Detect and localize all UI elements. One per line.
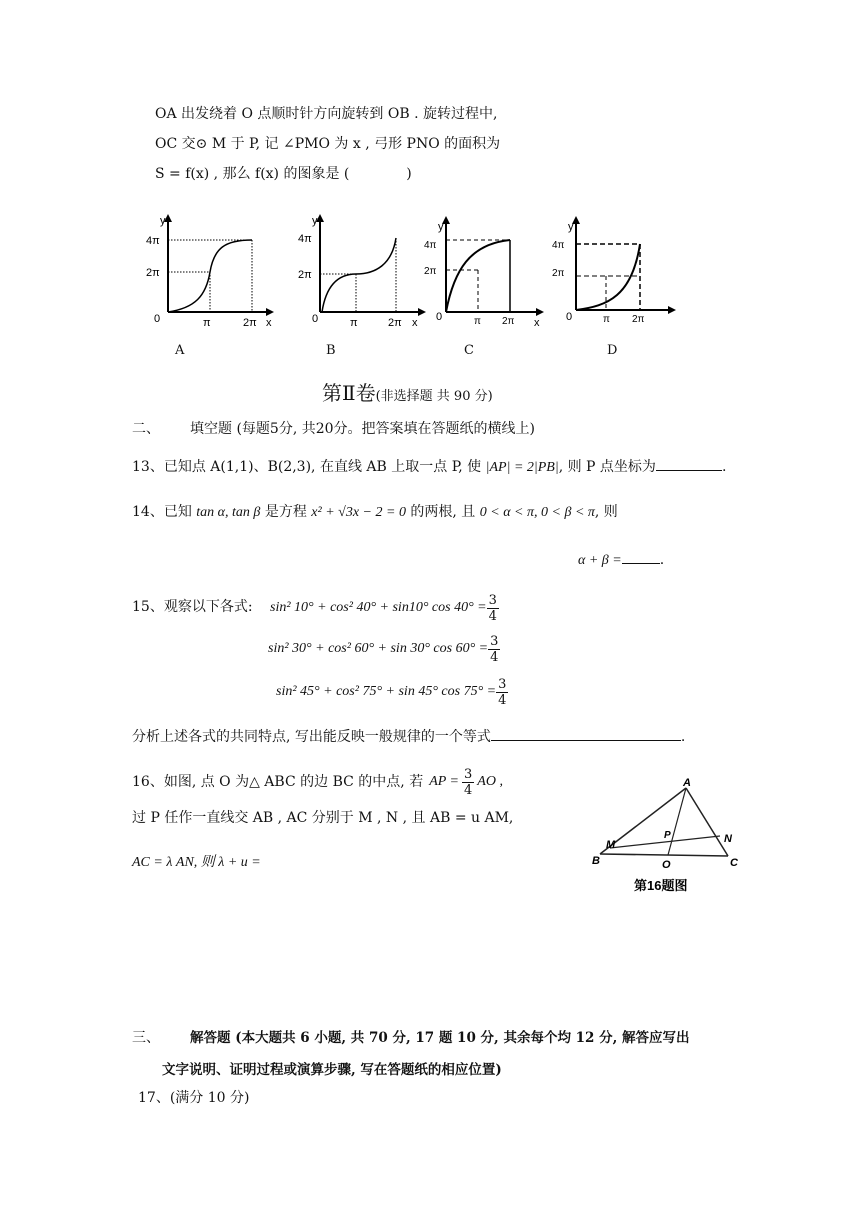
part2-title: [322, 377, 493, 406]
graph-b-pi: π: [350, 317, 358, 329]
part2-subtitle: (非选择题 共 90 分): [375, 389, 493, 404]
graph-d: [548, 212, 683, 334]
q16-point-o: O: [662, 859, 671, 871]
graph-d-y: y: [568, 221, 574, 233]
graph-c-x: x: [534, 317, 540, 329]
q15-eq2-num: 3: [490, 633, 499, 649]
q16-figure: [588, 776, 758, 904]
question-14: [132, 502, 618, 523]
graph-c-2pi-x: 2π: [502, 316, 515, 327]
q16-point-p: P: [664, 830, 671, 841]
intro-line-3-close: ): [406, 166, 412, 182]
intro-line-1: OA 出发绕着 O 点顺时针方向旋转到 OB . 旋转过程中,: [155, 106, 498, 122]
q15-eq1: sin² 10° + cos² 40° + sin10° cos 40° =: [270, 600, 487, 615]
q13-text-a: 13、已知点 A(1,1)、B(2,3), 在直线 AB 上取一点 P, 使: [132, 459, 482, 475]
graph-d-pi: π: [603, 314, 610, 325]
q16-frac-den: 4: [464, 782, 473, 798]
q14-text-b: 是方程: [264, 504, 307, 520]
q14-math1: tan α, tan β: [196, 505, 261, 520]
graph-a-4pi: 4π: [146, 235, 160, 247]
q16-line1-a: 16、如图, 点 O 为△ ABC 的边 BC 的中点, 若: [132, 774, 424, 790]
graph-a: [140, 212, 280, 334]
graph-label-c: C: [464, 343, 474, 358]
q16-point-m: M: [606, 839, 616, 851]
q14-text-c: 的两根, 且: [410, 504, 476, 520]
q16-line1-b: AP =: [429, 774, 460, 789]
q15-eq1-den: 4: [488, 608, 497, 624]
q15-eq2: sin² 30° + cos² 60° + sin 30° cos 60° =: [268, 641, 489, 656]
graph-label-d: D: [607, 343, 618, 358]
graph-b: [292, 212, 432, 334]
q15-equation-3: [276, 674, 508, 710]
graph-a-pi: π: [203, 317, 211, 329]
graph-a-2pi-x: 2π: [243, 317, 257, 329]
q16-line1-c: AO ,: [477, 774, 503, 789]
part2-title-text: 第Ⅱ卷: [322, 381, 376, 405]
graph-b-4pi: 4π: [298, 233, 312, 245]
graph-b-2pi: 2π: [298, 269, 312, 281]
graph-b-y: y: [312, 215, 318, 227]
graph-b-2pi-x: 2π: [388, 317, 402, 329]
intro-line-3: [155, 164, 412, 184]
q14-math3: 0 < α < π, 0 < β < π: [479, 505, 595, 520]
section3-heading: 解答题 (本大题共 6 小题, 共 70 分, 17 题 10 分, 其余每个均 12 分, 解答应写出: [190, 1030, 690, 1046]
q15-eq2-fraction: [488, 634, 500, 665]
q15-end: .: [680, 729, 686, 745]
q14-end: .: [659, 552, 665, 568]
graph-d-4pi: 4π: [552, 240, 565, 251]
q13-end: .: [721, 459, 727, 475]
q13-text-b: , 则 P 点坐标为: [558, 459, 656, 475]
q15-analysis: 分析上述各式的共同特点, 写出能反映一般规律的一个等式: [132, 729, 491, 745]
graph-d-2pi-x: 2π: [632, 314, 645, 325]
q13-answer-blank: [656, 456, 722, 471]
graph-d-2pi: 2π: [552, 268, 565, 279]
section2-number: 二、: [132, 421, 160, 437]
q14-text-d: , 则: [594, 504, 618, 520]
graph-c-pi: π: [474, 316, 481, 327]
q15-equation-1: [270, 590, 499, 626]
graph-c-origin: 0: [436, 311, 443, 323]
graph-label-a: A: [175, 343, 185, 358]
section3-heading-2: 文字说明、证明过程或演算步骤, 写在答题纸的相应位置): [162, 1062, 502, 1078]
graph-c: [420, 212, 555, 334]
section2-heading: 填空题 (每题5分, 共20分。把答案填在答题纸的横线上): [190, 421, 535, 437]
question-16-line3: [132, 852, 261, 873]
q15-analysis-line: [132, 726, 685, 747]
q16-line2: 过 P 任作一直线交 AB , AC 分别于 M , N , 且 AB = u AM,: [132, 810, 514, 826]
q15-eq3-num: 3: [498, 676, 507, 692]
graph-d-origin: 0: [566, 311, 573, 323]
q14-text-a: 14、已知: [132, 504, 192, 520]
question-14-line2: [578, 549, 664, 571]
q13-math: |AP| = 2|PB|: [485, 460, 559, 475]
q16-line3: AC = λ AN, 则 λ + u =: [132, 855, 261, 870]
q15-label: 15、观察以下各式:: [132, 599, 253, 615]
graph-a-origin: 0: [154, 313, 161, 325]
question-13: [132, 456, 726, 478]
graph-a-2pi: 2π: [146, 267, 160, 279]
graph-c-4pi: 4π: [424, 240, 437, 251]
q15-eq3-fraction: [496, 677, 508, 708]
graph-label-b: B: [326, 343, 336, 358]
q16-frac-num: 3: [464, 766, 473, 782]
q15-eq3: sin² 45° + cos² 75° + sin 45° cos 75° =: [276, 684, 497, 699]
graph-c-2pi: 2π: [424, 266, 437, 277]
q16-fraction: [462, 767, 474, 798]
q14-line2: α + β =: [578, 553, 622, 568]
q15-equation-2: [268, 631, 500, 667]
section3-number: 三、: [132, 1030, 160, 1046]
graph-b-x: x: [412, 317, 418, 329]
q15-answer-blank: [491, 726, 681, 741]
intro-line-3-text: S = f(x) , 那么 f(x) 的图象是 (: [155, 166, 350, 182]
q16-point-b: B: [592, 855, 600, 867]
q16-point-c: C: [730, 857, 738, 869]
q14-math2: x² + √3x − 2 = 0: [311, 505, 406, 520]
q14-answer-blank: [622, 549, 660, 564]
q15-eq3-den: 4: [498, 692, 507, 708]
graph-b-origin: 0: [312, 313, 319, 325]
q15-eq1-num: 3: [488, 592, 497, 608]
q16-point-a: A: [683, 777, 691, 789]
intro-line-2: OC 交⊙ M 于 P, 记 ∠PMO 为 x , 弓形 PNO 的面积为: [155, 136, 501, 152]
q16-point-n: N: [724, 833, 732, 845]
question-17: 17、(满分 10 分): [138, 1090, 250, 1106]
question-16-line1: [132, 762, 503, 802]
q16-figure-caption: 第16题图: [634, 878, 688, 893]
graph-c-y: y: [438, 221, 444, 233]
graph-a-y: y: [160, 215, 166, 227]
graph-a-x: x: [266, 317, 272, 329]
q15-eq1-fraction: [487, 593, 499, 624]
q15-eq2-den: 4: [490, 649, 499, 665]
